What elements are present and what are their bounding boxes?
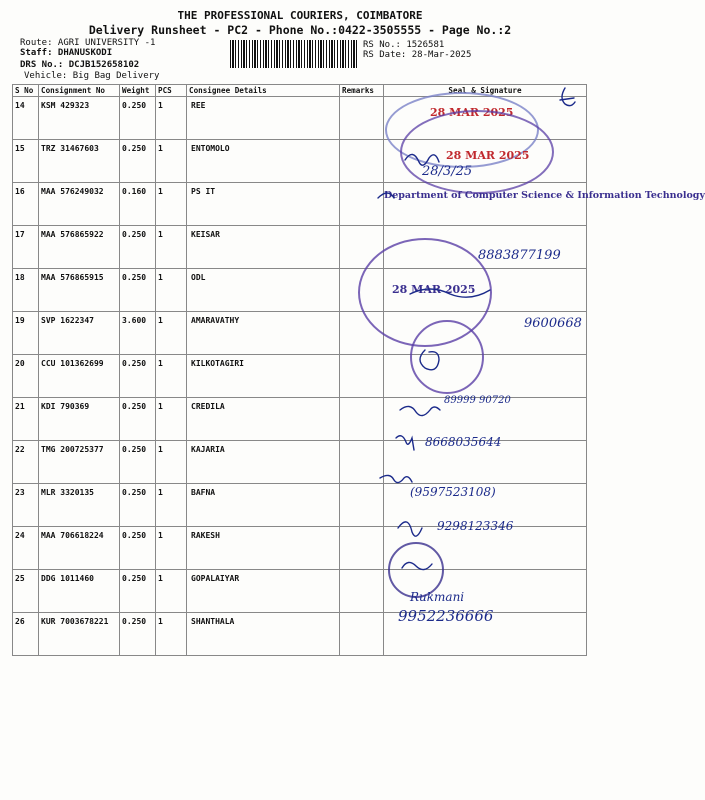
consignee-cell: GOPALAIYAR: [187, 570, 340, 613]
table-row: [13, 355, 587, 398]
consignee-cell: ODL: [187, 269, 340, 312]
seal-cell: [384, 140, 587, 183]
table-row: [13, 312, 587, 355]
handwriting-row21-phone: 89999 90720: [444, 395, 511, 406]
consignee-cell: RAKESH: [187, 527, 340, 570]
vehicle-label: Vehicle: Big Bag Delivery: [24, 71, 160, 81]
col-remarks: Remarks: [340, 85, 384, 97]
consignee-cell: SHANTHALA: [187, 613, 340, 656]
table-row: [13, 97, 587, 140]
table-row: [13, 269, 587, 312]
table-row: [13, 527, 587, 570]
sno-cell: 14: [13, 97, 39, 140]
consignee-cell: KILKOTAGIRI: [187, 355, 340, 398]
weight-cell: 0.250: [120, 269, 156, 312]
weight-cell: 0.250: [120, 441, 156, 484]
remarks-cell: [340, 613, 384, 656]
drs-number: DRS No.: DCJB152658102: [20, 60, 140, 70]
pcs-cell: 1: [156, 484, 187, 527]
table-header-row: [13, 85, 587, 97]
col-consignee: Consignee Details: [187, 85, 340, 97]
consignee-cell: ENTOMOLO: [187, 140, 340, 183]
seal-cell: [384, 570, 587, 613]
consignee-cell: KAJARIA: [187, 441, 340, 484]
remarks-cell: [340, 226, 384, 269]
consignee-cell: CREDILA: [187, 398, 340, 441]
col-weight: Weight: [120, 85, 156, 97]
table-row: [13, 441, 587, 484]
weight-cell: 3.600: [120, 312, 156, 355]
sno-cell: 26: [13, 613, 39, 656]
table-row: [13, 140, 587, 183]
sno-cell: 17: [13, 226, 39, 269]
table-row: [13, 226, 587, 269]
remarks-cell: [340, 398, 384, 441]
runsheet-title: Delivery Runsheet - PC2 - Phone No.:0422-3505555 - Page No.:2: [88, 23, 512, 37]
seal-cell: [384, 355, 587, 398]
handwriting-row26-phone: 9952236666: [398, 607, 494, 625]
seal-cell: [384, 527, 587, 570]
pcs-cell: 1: [156, 398, 187, 441]
weight-cell: 0.250: [120, 355, 156, 398]
table-row: [13, 570, 587, 613]
remarks-cell: [340, 355, 384, 398]
weight-cell: 0.250: [120, 527, 156, 570]
remarks-cell: [340, 97, 384, 140]
consignment-cell: TMG 200725377: [39, 441, 120, 484]
pcs-cell: 1: [156, 441, 187, 484]
consignment-cell: KUR 7003678221: [39, 613, 120, 656]
pcs-cell: 1: [156, 97, 187, 140]
seal-cell: [384, 613, 587, 656]
consignment-cell: SVP 1622347: [39, 312, 120, 355]
sno-cell: 16: [13, 183, 39, 226]
remarks-cell: [340, 312, 384, 355]
consignment-cell: CCU 101362699: [39, 355, 120, 398]
runsheet-header: [0, 9, 600, 37]
sno-cell: 25: [13, 570, 39, 613]
pcs-cell: 1: [156, 355, 187, 398]
pcs-cell: 1: [156, 613, 187, 656]
weight-cell: 0.250: [120, 97, 156, 140]
route-label: Route: AGRI UNIVERSITY -1: [20, 38, 156, 48]
company-name: THE PROFESSIONAL COURIERS, COIMBATORE: [177, 9, 423, 22]
pcs-cell: 1: [156, 527, 187, 570]
col-pcs: PCS: [156, 85, 187, 97]
weight-cell: 0.250: [120, 398, 156, 441]
col-seal: Seal & Signature: [384, 85, 587, 97]
date-stamp-row18: 28 MAR 2025: [392, 283, 476, 296]
consignment-cell: MAA 576865922: [39, 226, 120, 269]
sno-cell: 21: [13, 398, 39, 441]
consignment-cell: MLR 3320135: [39, 484, 120, 527]
table-row: [13, 484, 587, 527]
sno-cell: 18: [13, 269, 39, 312]
table-row: [13, 183, 587, 226]
consignment-cell: MAA 576249032: [39, 183, 120, 226]
consignment-cell: KDI 790369: [39, 398, 120, 441]
pcs-cell: 1: [156, 183, 187, 226]
consignment-cell: MAA 576865915: [39, 269, 120, 312]
sno-cell: 24: [13, 527, 39, 570]
remarks-cell: [340, 183, 384, 226]
pcs-cell: 1: [156, 140, 187, 183]
consignee-cell: PS IT: [187, 183, 340, 226]
consignee-cell: BAFNA: [187, 484, 340, 527]
barcode: [230, 40, 358, 68]
col-consignment: Consignment No: [39, 85, 120, 97]
staff-label: Staff: DHANUSKODI: [20, 48, 113, 58]
handwriting-row19-phone: 9600668: [524, 316, 582, 331]
remarks-cell: [340, 570, 384, 613]
consignment-cell: TRZ 31467603: [39, 140, 120, 183]
weight-cell: 0.250: [120, 140, 156, 183]
handwriting-row24-phone: 9298123346: [437, 519, 514, 533]
pcs-cell: 1: [156, 269, 187, 312]
rs-date: RS Date: 28-Mar-2025: [363, 50, 472, 60]
handwriting-row18-phone: 8883877199: [478, 248, 561, 263]
pcs-cell: 1: [156, 226, 187, 269]
pcs-cell: 1: [156, 570, 187, 613]
remarks-cell: [340, 140, 384, 183]
consignment-cell: MAA 706618224: [39, 527, 120, 570]
table-row: [13, 398, 587, 441]
handwriting-row23-phone: (9597523108): [410, 485, 496, 499]
sno-cell: 23: [13, 484, 39, 527]
consignment-cell: DDG 1011460: [39, 570, 120, 613]
sno-cell: 22: [13, 441, 39, 484]
pcs-cell: 1: [156, 312, 187, 355]
weight-cell: 0.160: [120, 183, 156, 226]
sno-cell: 15: [13, 140, 39, 183]
date-stamp-row14: 28 MAR 2025: [430, 106, 514, 119]
remarks-cell: [340, 484, 384, 527]
remarks-cell: [340, 527, 384, 570]
seal-cell: [384, 484, 587, 527]
seal-cell: [384, 312, 587, 355]
col-sno: S No: [13, 85, 39, 97]
seal-cell: [384, 97, 587, 140]
weight-cell: 0.250: [120, 226, 156, 269]
sno-cell: 20: [13, 355, 39, 398]
handwriting-row22-phone: 8668035644: [425, 435, 502, 449]
seal-cell: [384, 398, 587, 441]
runsheet-table: [12, 84, 587, 656]
dept-stamp-row16: Department of Computer Science & Information Technology: [384, 190, 705, 201]
handwriting-row15-note: 28/3/25: [422, 164, 473, 179]
seal-cell: [384, 269, 587, 312]
weight-cell: 0.250: [120, 570, 156, 613]
table-row: [13, 613, 587, 656]
weight-cell: 0.250: [120, 484, 156, 527]
remarks-cell: [340, 269, 384, 312]
rs-number: RS No.: 1526581: [363, 40, 445, 50]
remarks-cell: [340, 441, 384, 484]
date-stamp-row15: 28 MAR 2025: [446, 149, 530, 162]
consignment-cell: KSM 429323: [39, 97, 120, 140]
seal-cell: [384, 441, 587, 484]
seal-cell: [384, 226, 587, 269]
seal-cell: [384, 183, 587, 226]
consignee-cell: AMARAVATHY: [187, 312, 340, 355]
consignee-cell: KEISAR: [187, 226, 340, 269]
handwriting-row26-name: Rukmani: [410, 590, 465, 604]
sno-cell: 19: [13, 312, 39, 355]
weight-cell: 0.250: [120, 613, 156, 656]
consignee-cell: REE: [187, 97, 340, 140]
